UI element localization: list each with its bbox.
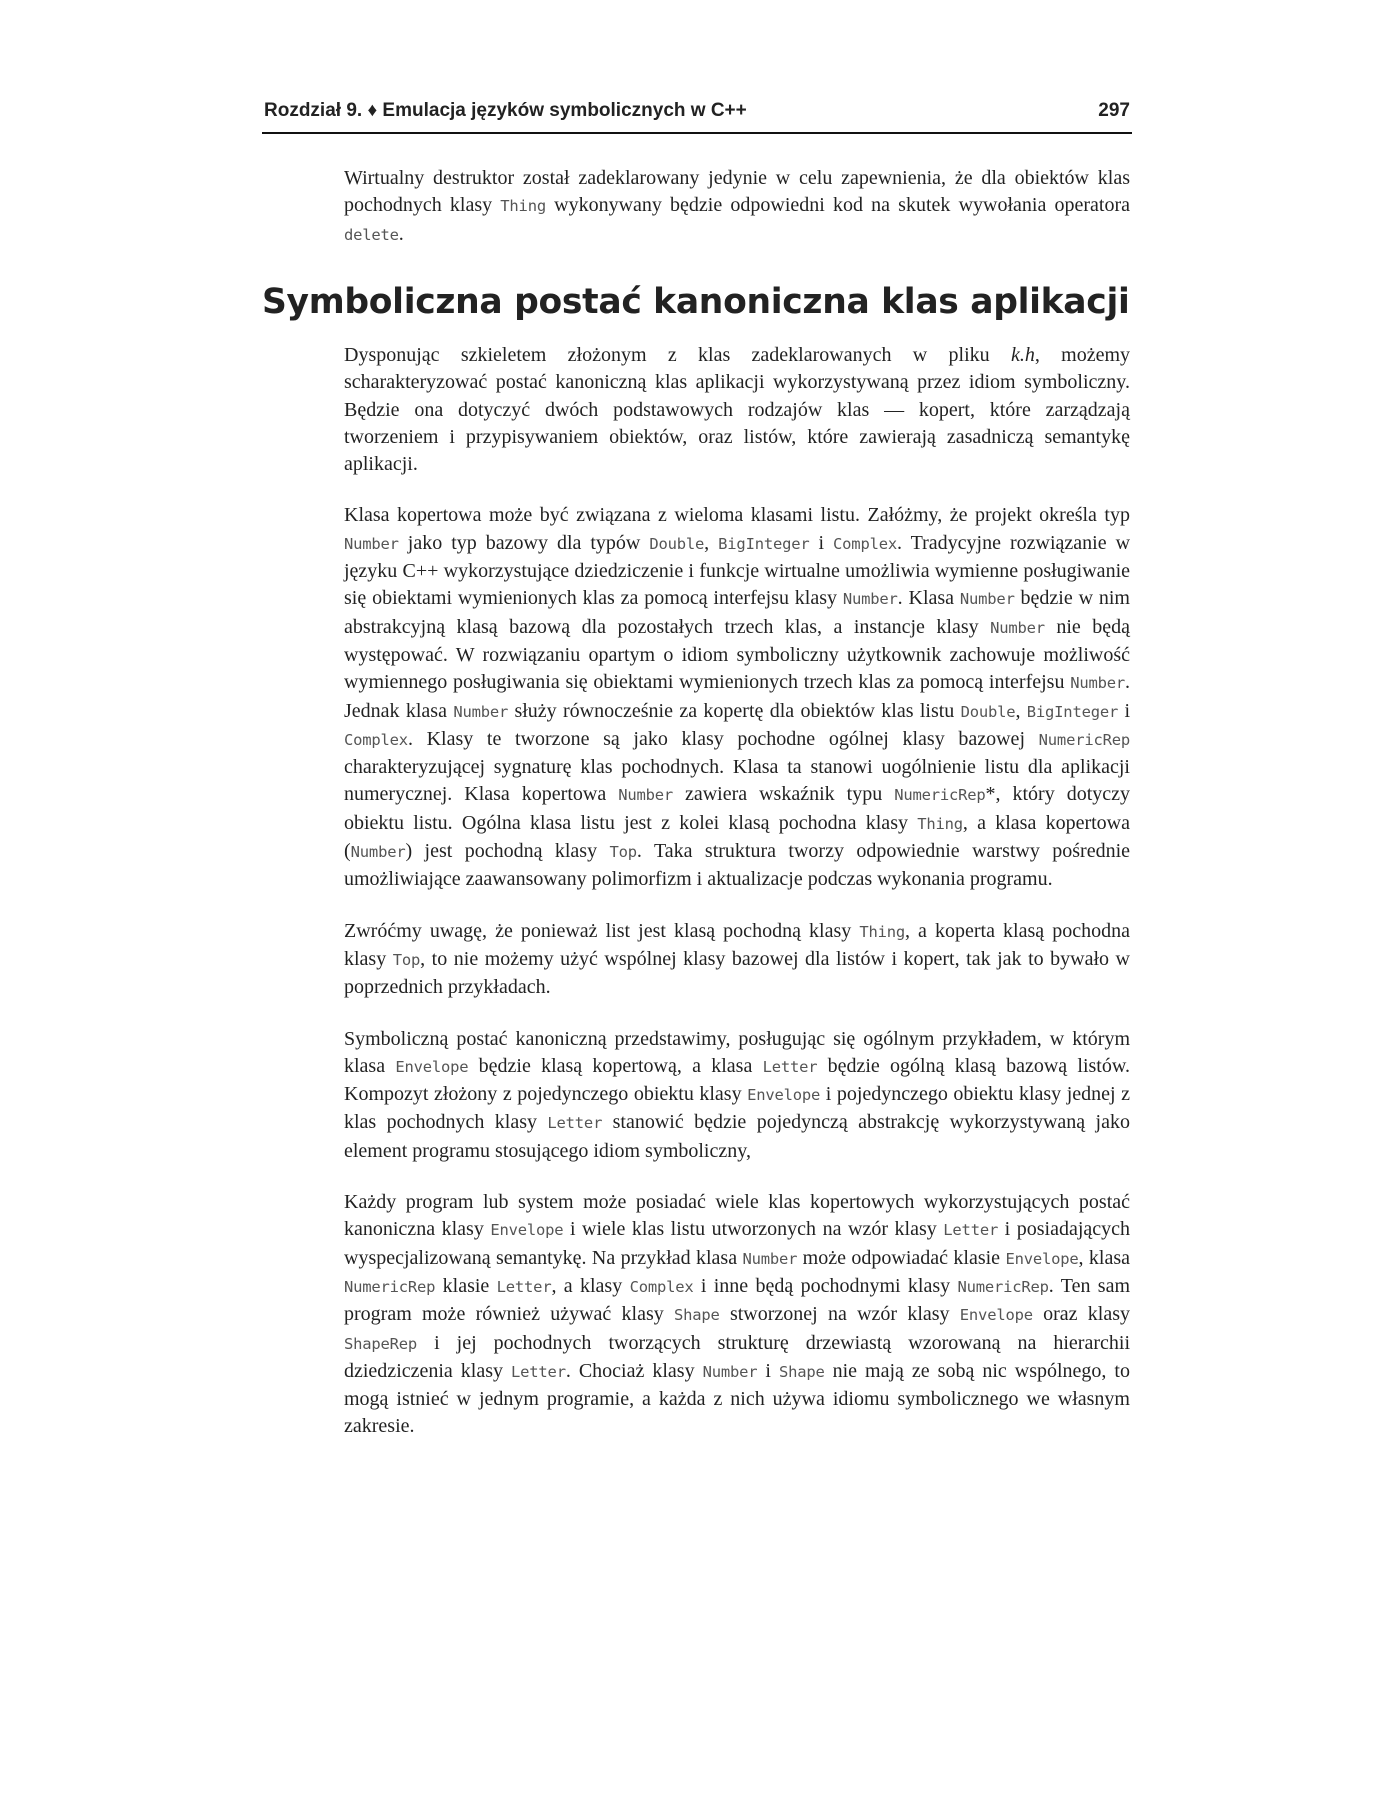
code-identifier: Envelope [395,1057,469,1076]
code-identifier: ShapeRep [344,1334,418,1353]
code-identifier: Letter [511,1362,566,1381]
code-identifier: Letter [547,1114,603,1133]
paragraph: Klasa kopertowa może być związana z wieloma klasami listu. Załóżmy, że projekt określa typ Number jako typ bazowy dla typów Double, BigInteger i Complex. Tradycyjne rozwiązanie w języku C++ wykorzystujące dziedziczenie i funkcje wirtualne umożliwia wymienne posługiwanie się obiektami wymienionych klas za pomocą interfejsu klasy Number. Klasa Number będzie w nim abstrakcyjną klasą bazową dla pozostałych trzech klas, a instancje klasy Number nie będą występować. W rozwiązaniu opartym o idiom symboliczny użytkownik zachowuje możliwość wymiennego posługiwania się obiektami wymienionych trzech klas za pomocą interfejsu Number. Jednak klasa Number służy równocześnie za kopertę dla obiektów klas listu Double, BigInteger i Complex. Klasy te tworzone są jako klasy pochodne ogólnej klasy bazowej NumericRep charakteryzującej sygnaturę klas pochodnych. Klasa ta stanowi uogólnienie listu dla aplikacji numerycznej. Klasa kopertowa Number zawiera wskaźnik typu NumericRep*, który dotyczy obiektu listu. Ogólna klasa listu jest z kolei klasą pochodna klasy Thing, a klasa kopertowa (Number) jest pochodną klasy Top. Taka struktura tworzy odpowiednie warstwy pośrednie umożliwiające zaawansowany polimorfizm i aktualizacje podczas wykonania programu. [344,504,1131,891]
code-identifier: delete [344,225,399,244]
chapter-title: Rozdział 9. ♦ Emulacja języków symbolicznych w C++ [264,100,747,121]
code-identifier: Envelope [959,1306,1033,1325]
code-identifier: Complex [629,1277,694,1296]
paragraph: Symboliczną postać kanoniczną przedstawimy, posługując się ogólnym przykładem, w którym klasa Envelope będzie klasą kopertową, a klasa Letter będzie ogólną klasą bazową listów. Kompozyt złożony z pojedynczego obiektu klasy Envelope i pojedynczego obiektu klasy jednej z klas pochodnych klasy Letter stanowić będzie pojedynczą abstrakcję wykorzystywaną jako element programu stosującego idiom symboliczny, [344,1027,1131,1162]
paragraph: Dysponując szkieletem złożonym z klas zadeklarowanych w pliku k.h, możemy scharakteryzować postać kanoniczną klas aplikacji wykorzystywaną przez idiom symboliczny. Będzie ona dotyczyć dwóch podstawowych rodzajów klas — kopert, które zarządzają tworzeniem i przypisywaniem obiektów, oraz listów, które zawierają zasadniczą semantykę aplikacji. [344,344,1130,476]
code-identifier: Number [990,618,1045,637]
paragraph: Zwróćmy uwagę, że ponieważ list jest klasą pochodną klasy Thing, a koperta klasą pochodna klasy Top, to nie możemy użyć wspólnej klasy bazowej dla listów i kopert, tak jak to bywało w poprzednich przykładach. [344,919,1130,999]
code-identifier: Number [959,590,1015,609]
code-identifier: Complex [344,730,408,749]
code-identifier: Top [609,843,637,862]
code-identifier: NumericRep [894,786,986,805]
code-identifier: Complex [833,534,897,553]
code-identifier: NumericRep [1038,730,1130,749]
section-body [344,342,1130,1465]
code-identifier: NumericRep [957,1277,1049,1296]
code-identifier: Thing [917,814,963,833]
section-heading: Symboliczna postać kanoniczna klas aplikacji [262,282,1130,322]
code-identifier: BigInteger [1026,702,1119,721]
code-identifier: Double [649,534,705,553]
code-identifier: Shape [674,1306,720,1325]
code-identifier: Letter [943,1221,999,1240]
code-identifier: BigInteger [718,534,810,553]
code-identifier: Number [350,843,406,862]
paragraph: Każdy program lub system może posiadać wiele klas kopertowych wykorzystujących postać kanoniczna klasy Envelope i wiele klas listu utworzonych na wzór klasy Letter i posiadających wyspecjalizowaną semantykę. Na przykład klasa Number może odpowiadać klasie Envelope, klasa NumericRep klasie Letter, a klasy Complex i inne będą pochodnymi klasy NumericRep. Ten sam program może również używać klasy Shape stworzonej na wzór klasy Envelope oraz klasy ShapeRep i jej pochodnych tworzących strukturę drzewiastą wzorowaną na hierarchii dziedziczenia klasy Letter. Chociaż klasy Number i Shape nie mają ze sobą nic wspólnego, to mogą istnieć w jednym programie, a każda z nich używa idiomu symbolicznego we własnym zakresie. [344,1191,1131,1438]
code-identifier: Number [344,534,399,553]
code-identifier: Thing [500,197,546,216]
code-identifier: Number [453,702,509,721]
intro-text [344,165,1130,249]
code-identifier: Number [618,786,673,805]
code-identifier: NumericRep [344,1277,436,1296]
code-identifier: Envelope [490,1221,564,1240]
code-identifier: Letter [762,1057,818,1076]
italic-text: k.h [1010,344,1035,366]
code-identifier: Double [960,702,1016,721]
code-identifier: Number [1070,674,1125,693]
code-identifier: Envelope [1005,1249,1079,1268]
paragraph: Wirtualny destruktor został zadeklarowany jedynie w celu zapewnienia, że dla obiektów klas pochodnych klasy Thing wykonywany będzie odpowiedni kod na skutek wywołania operatora delete. [344,167,1130,245]
code-identifier: Number [742,1249,798,1268]
code-identifier: Thing [859,922,905,941]
code-identifier: Top [392,950,421,969]
code-identifier: Letter [496,1277,552,1296]
code-identifier: Envelope [747,1086,821,1105]
code-identifier: Number [842,590,898,609]
running-header [262,98,1132,134]
page-number: 297 [1098,100,1130,121]
code-identifier: Shape [778,1362,825,1381]
code-identifier: Number [702,1362,758,1381]
